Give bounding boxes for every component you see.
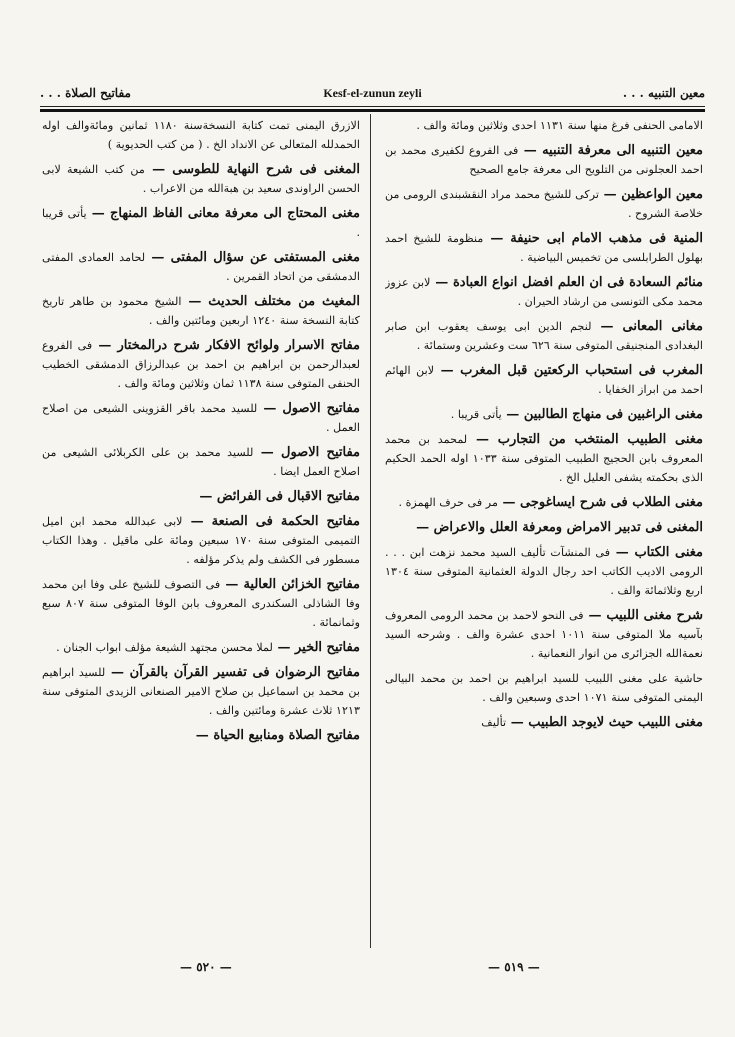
entry-title: مفاتيح الاصول — — [257, 401, 360, 416]
page-number-left: — ٥٢٠ — — [180, 960, 232, 974]
entry-title: شرح مغنى اللبيب — — [583, 608, 703, 623]
entry-body: الازرق اليمنى تمت كتابة النسخةسنة ١١٨٠ ثمانين ومائةوالف اوله الحمدلله المتعالى عن الانداد الخ . ( من كتب الحديوية ) — [42, 119, 360, 151]
dictionary-entry — [385, 405, 703, 424]
entry-body: لمحمد بن محمد المعروف بابن الحجيج الطبيب المتوفى سنة ١٠٣٣ اوله الحمد الحكيم الذى بحكمته يشفى العليل الخ . — [385, 433, 703, 484]
entry-body: من كتب الشيعة لابى الحسن الراوندى سعيد بن هبةالله من الاعراب . — [42, 163, 360, 195]
entry-title: مغنى الطبيب المنتخب من التجارب — — [467, 432, 703, 447]
header-left-title: مفاتيح الصلاة . . . — [40, 86, 131, 100]
entry-title: المغرب فى استحباب الركعتين قبل المغرب — — [434, 363, 703, 378]
dictionary-entry — [42, 292, 360, 330]
dictionary-entry — [42, 160, 360, 198]
dictionary-entry — [42, 116, 360, 154]
dictionary-entry — [42, 336, 360, 393]
entry-body: لملا محسن مجتهد الشيعة مؤلف ابواب الجنان . — [56, 641, 273, 654]
dictionary-entry — [385, 713, 703, 732]
entry-title: مغنى اللبيب حيث لايوجد الطبيب — — [506, 715, 703, 730]
dictionary-entry — [42, 443, 360, 481]
entry-title: المنية فى مذهب الامام ابى حنيفة — — [483, 231, 703, 246]
entry-body: فى الفروع لعبدالرحمن بن ابراهيم بن احمد بن عبدالرزاق الدمشقى الخطيب الحنفى المتوفى سنة ١١٣٨ ثمان وثلاثين ومائة والف . — [42, 339, 360, 390]
right-column — [385, 116, 703, 942]
dictionary-entry — [385, 361, 703, 399]
dictionary-entry — [42, 204, 360, 242]
entry-body: لابن عزوز محمد مكى التونسى من ارشاد الحيران . — [385, 276, 703, 308]
dictionary-entry — [42, 663, 360, 720]
entry-body: فى التصوف للشيخ على وفا ابن محمد وفا الشاذلى السكندرى المعروف بابن الوفا المتوفى سنة ٨٠٧ سبع وثمانمائة . — [42, 578, 360, 629]
dictionary-entry — [385, 141, 703, 179]
entry-title: مفاتح الاسرار ولوائح الافكار شرح درالمختار — — [92, 338, 360, 353]
header-rule — [40, 106, 705, 112]
dictionary-entry — [385, 543, 703, 600]
entry-title: مغنى المستفتى عن سؤال المفتى — — [145, 250, 360, 265]
entry-body: الامامى الحنفى فرغ منها سنة ١١٣١ احدى وثلاثين ومائة والف . — [416, 119, 703, 132]
header-center-title: Kesf-el-zunun zeyli — [323, 86, 422, 100]
dictionary-entry — [385, 669, 703, 707]
entry-title: مغنى المحتاج الى معرفة معانى الفاظ المنهاج — — [86, 206, 360, 221]
entry-body: تركى للشيخ محمد مراد النقشبندى الرومى من خلاصة الشروح . — [385, 188, 703, 220]
entry-body: منظومة للشيخ احمد بهلول الطرابلسى من تخميس البياضية . — [385, 232, 703, 264]
entry-body: لنجم الدين ابى يوسف يعقوب ابن صابر البغدادى المنجنيقى المتوفى سنة ٦٢٦ ست وعشرين وستمائة . — [385, 320, 703, 352]
entry-body: تأليف — [481, 716, 507, 729]
dictionary-entry — [385, 493, 703, 512]
running-header — [40, 84, 705, 106]
entry-title: المغنى فى تدبير الامراض ومعرفة العلل والاعراض — — [416, 520, 703, 535]
entry-body: لابى عبدالله محمد ابن اميل التميمى المتوفى سنة ١٧٠ سبعين ومائة على ماقيل . وهذا الكتاب مسطور فى الكشف ولم يذكر مؤلفه . — [42, 515, 360, 566]
column-divider — [370, 114, 371, 948]
entry-title: مغنى الطلاب فى شرح ايساغوجى — — [497, 495, 703, 510]
entry-title: معين التنبيه الى معرفة التنبيه — — [518, 143, 703, 158]
entry-body: مر فى حرف الهمزة . — [398, 496, 498, 509]
entry-title: مفاتيح الخير — — [272, 640, 360, 655]
entry-title: منائم السعادة فى ان العلم افضل انواع العبادة — — [430, 275, 703, 290]
entry-title: مفاتيح الاصول — — [253, 445, 360, 460]
dictionary-entry — [385, 606, 703, 663]
entry-body: للسيد محمد باقر القزوينى الشيعى من اصلاح العمل . — [42, 402, 360, 434]
entry-title: مغانى المعانى — — [591, 319, 703, 334]
entry-title: معين الواعظين — — [599, 187, 703, 202]
left-column — [42, 116, 360, 942]
entry-title: مغنى الراغبين فى منهاج الطالبين — — [501, 407, 703, 422]
dictionary-entry — [42, 399, 360, 437]
header-right-title: معين التنبيه . . . — [622, 86, 705, 100]
entry-title: المغيث من مختلف الحديث — — [181, 294, 360, 309]
entry-title: مغنى الكتاب — — [610, 545, 703, 560]
dictionary-entry — [42, 248, 360, 286]
entry-body: يأتى قريبا . — [450, 408, 502, 421]
entry-title: المغنى فى شرح النهاية للطوسى — — [144, 162, 360, 177]
entry-body: للسيد محمد بن على الكربلائى الشيعى من اصلاح العمل ايضا . — [42, 446, 360, 478]
dictionary-entry — [42, 726, 360, 745]
dictionary-entry — [385, 430, 703, 487]
entry-body: للسيد ابراهيم بن محمد بن اسماعيل بن صلاح الامير الصنعانى الزيدى المتوفى سنة ١٢١٣ ثلاث عشرة ومائتين والف . — [42, 666, 360, 717]
entry-body: حاشية على مغنى اللبيب للسيد ابراهيم بن احمد بن محمد البيالى اليمنى المتوفى سنة ١٠٧١ احدى وسبعين والف . — [385, 672, 703, 704]
entry-body: فى المنشآت تأليف السيد محمد نزهت ابن . . . الرومى الاديب الكاتب احد رجال الدولة العثمانية المتوفى سنة ١٣٠٤ اربع وثلاثمائة والف . — [385, 546, 703, 597]
dictionary-entry — [385, 317, 703, 355]
page-number-right: — ٥١٩ — — [488, 960, 540, 974]
dictionary-entry — [42, 638, 360, 657]
entry-body: فى الفروع لكفيرى محمد بن احمد العجلونى من التلويح الى معرفة جامع الصحيح — [385, 144, 703, 176]
entry-body: لحامد العمادى المفتى الدمشقى من اتحاد القمرين . — [42, 251, 360, 283]
dictionary-entry — [385, 229, 703, 267]
dictionary-entry — [42, 487, 360, 506]
entry-body: لابن الهائم احمد من ابراز الخفايا . — [385, 364, 703, 396]
entry-title: مفاتيح الصلاة ومنابيع الحياة — — [195, 728, 360, 743]
entry-body: الشيخ محمود بن طاهر تاريخ كتابة النسخة سنة ١٢٤٠ اربعين ومائتين والف . — [42, 295, 360, 327]
dictionary-entry — [385, 185, 703, 223]
entry-title: مفاتيح الرضوان فى تفسير القرآن بالقرآن — — [105, 665, 360, 680]
dictionary-entry — [42, 512, 360, 569]
dictionary-entry — [385, 273, 703, 311]
dictionary-entry — [42, 575, 360, 632]
entry-title: مفاتيح الاقبال فى الفرائض — — [199, 489, 360, 504]
entry-body: يأتى قريبا . — [42, 207, 360, 239]
entry-title: مفاتيح الحكمة فى الصنعة — — [182, 514, 360, 529]
entry-title: مفاتيح الخزائن العالية — — [220, 577, 360, 592]
dictionary-entry — [385, 116, 703, 135]
dictionary-entry — [385, 518, 703, 537]
entry-body: فى النحو لاحمد بن محمد الرومى المعروف بآسيه ملا المتوفى سنة ١٠١١ احدى عشرة والف . وشرحه السيد نعمةالله الجزائرى من انوار النعمانية . — [385, 609, 703, 660]
